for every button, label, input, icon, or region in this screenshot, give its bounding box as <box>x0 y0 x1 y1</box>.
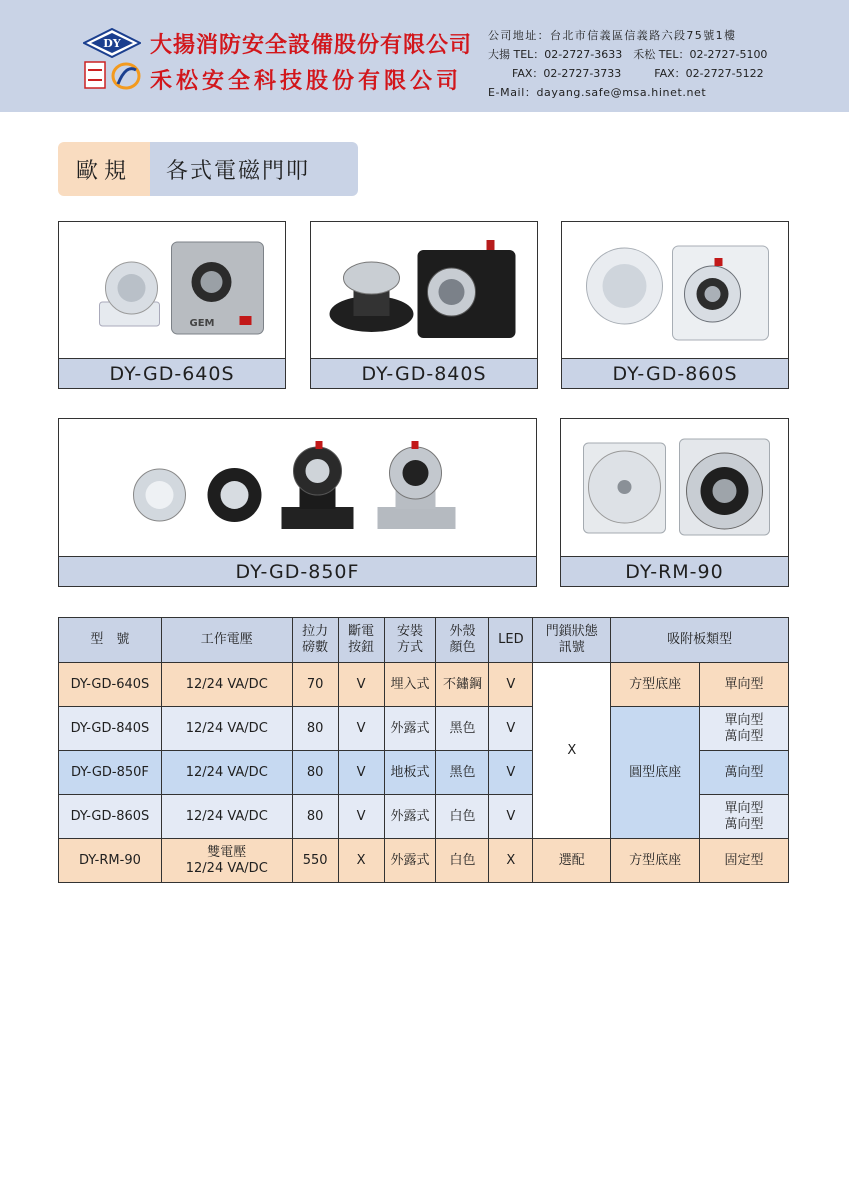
header-band <box>0 0 849 112</box>
cell-install: 地板式 <box>384 751 436 795</box>
cell-cut: V <box>338 663 384 707</box>
table-row <box>59 707 789 751</box>
header-plate-type: 吸附板類型 <box>611 618 789 663</box>
product-caption: DY-GD-840S <box>311 358 537 388</box>
cell-color: 黑色 <box>436 707 489 751</box>
contact-info <box>488 26 767 102</box>
cell-signal-merged: X <box>533 663 611 839</box>
product-caption: DY-RM-90 <box>561 556 788 586</box>
spec-table <box>58 617 789 883</box>
cell-led: V <box>489 795 533 839</box>
cell-pull: 70 <box>292 663 338 707</box>
product-card-rm90 <box>560 418 789 587</box>
cell-install: 外露式 <box>384 707 436 751</box>
header-led: LED <box>489 618 533 663</box>
table-row <box>59 839 789 883</box>
product-caption: DY-GD-640S <box>59 358 285 388</box>
header-signal: 門鎖狀態 訊號 <box>533 618 611 663</box>
table-header-row <box>59 618 789 663</box>
cell-voltage: 12/24 VA/DC <box>161 663 292 707</box>
product-card-840s <box>310 221 538 389</box>
logo-text: DY <box>103 37 121 50</box>
cell-install: 外露式 <box>384 839 436 883</box>
cell-install: 埋入式 <box>384 663 436 707</box>
cell-pull: 80 <box>292 707 338 751</box>
product-image-860s <box>562 222 788 358</box>
cell-led: X <box>489 839 533 883</box>
header-install: 安裝 方式 <box>384 618 436 663</box>
cell-model: DY-GD-860S <box>59 795 162 839</box>
cell-base: 方型底座 <box>611 663 700 707</box>
cell-pull: 550 <box>292 839 338 883</box>
header-model: 型 號 <box>59 618 162 663</box>
cell-color: 不鏽鋼 <box>436 663 489 707</box>
product-card-640s <box>58 221 286 389</box>
cell-direction: 固定型 <box>700 839 789 883</box>
cell-cut: V <box>338 795 384 839</box>
cell-led: V <box>489 751 533 795</box>
company-name-hesong: 禾松安全科技股份有限公司 <box>150 69 463 94</box>
email-line: E-Mail：dayang.safe@msa.hinet.net <box>488 86 707 99</box>
address-line: 公司地址：台北市信義區信義路六段75號1樓 <box>488 29 737 42</box>
product-card-850f <box>58 418 537 587</box>
cell-color: 黑色 <box>436 751 489 795</box>
section-title-part2: 各式電磁門叩 <box>150 142 358 196</box>
cell-base: 方型底座 <box>611 839 700 883</box>
cell-direction: 單向型 萬向型 <box>700 795 789 839</box>
cell-voltage: 12/24 VA/DC <box>161 751 292 795</box>
cell-model: DY-RM-90 <box>59 839 162 883</box>
cell-color: 白色 <box>436 839 489 883</box>
header-pull: 拉力 磅數 <box>292 618 338 663</box>
product-caption: DY-GD-860S <box>562 358 788 388</box>
product-image-850f <box>59 419 536 556</box>
header-color: 外殼 顏色 <box>436 618 489 663</box>
cell-signal: 選配 <box>533 839 611 883</box>
section-title-part1: 歐規 <box>58 142 150 196</box>
header-cut-button: 斷電 按鈕 <box>338 618 384 663</box>
fax-line: FAX：02-2727-3733 FAX：02-2727-5122 <box>512 67 764 80</box>
cell-model: DY-GD-840S <box>59 707 162 751</box>
hesong-logo <box>84 60 142 92</box>
cell-cut: V <box>338 751 384 795</box>
cell-direction: 萬向型 <box>700 751 789 795</box>
product-caption: DY-GD-850F <box>59 556 536 586</box>
product-image-840s <box>311 222 537 358</box>
cell-pull: 80 <box>292 751 338 795</box>
gem-label: GEM <box>189 318 215 329</box>
phone-line: 大揚 TEL：02-2727-3633 禾松 TEL：02-2727-5100 <box>488 48 768 61</box>
cell-direction: 單向型 <box>700 663 789 707</box>
cell-base-merged: 圓型底座 <box>611 707 700 839</box>
cell-led: V <box>489 663 533 707</box>
dayang-logo <box>83 28 141 58</box>
product-image-640s <box>59 222 285 358</box>
header-voltage: 工作電壓 <box>161 618 292 663</box>
cell-model: DY-GD-640S <box>59 663 162 707</box>
cell-pull: 80 <box>292 795 338 839</box>
section-title <box>58 142 358 196</box>
cell-cut: V <box>338 707 384 751</box>
cell-voltage: 12/24 VA/DC <box>161 795 292 839</box>
product-image-rm90 <box>561 419 788 556</box>
cell-color: 白色 <box>436 795 489 839</box>
product-card-860s <box>561 221 789 389</box>
cell-model: DY-GD-850F <box>59 751 162 795</box>
cell-voltage: 12/24 VA/DC <box>161 707 292 751</box>
cell-voltage: 雙電壓 12/24 VA/DC <box>161 839 292 883</box>
cell-led: V <box>489 707 533 751</box>
cell-direction: 單向型 萬向型 <box>700 707 789 751</box>
company-name-dayang: 大揚消防安全設備股份有限公司 <box>150 33 473 58</box>
cell-cut: X <box>338 839 384 883</box>
cell-install: 外露式 <box>384 795 436 839</box>
table-row <box>59 663 789 707</box>
